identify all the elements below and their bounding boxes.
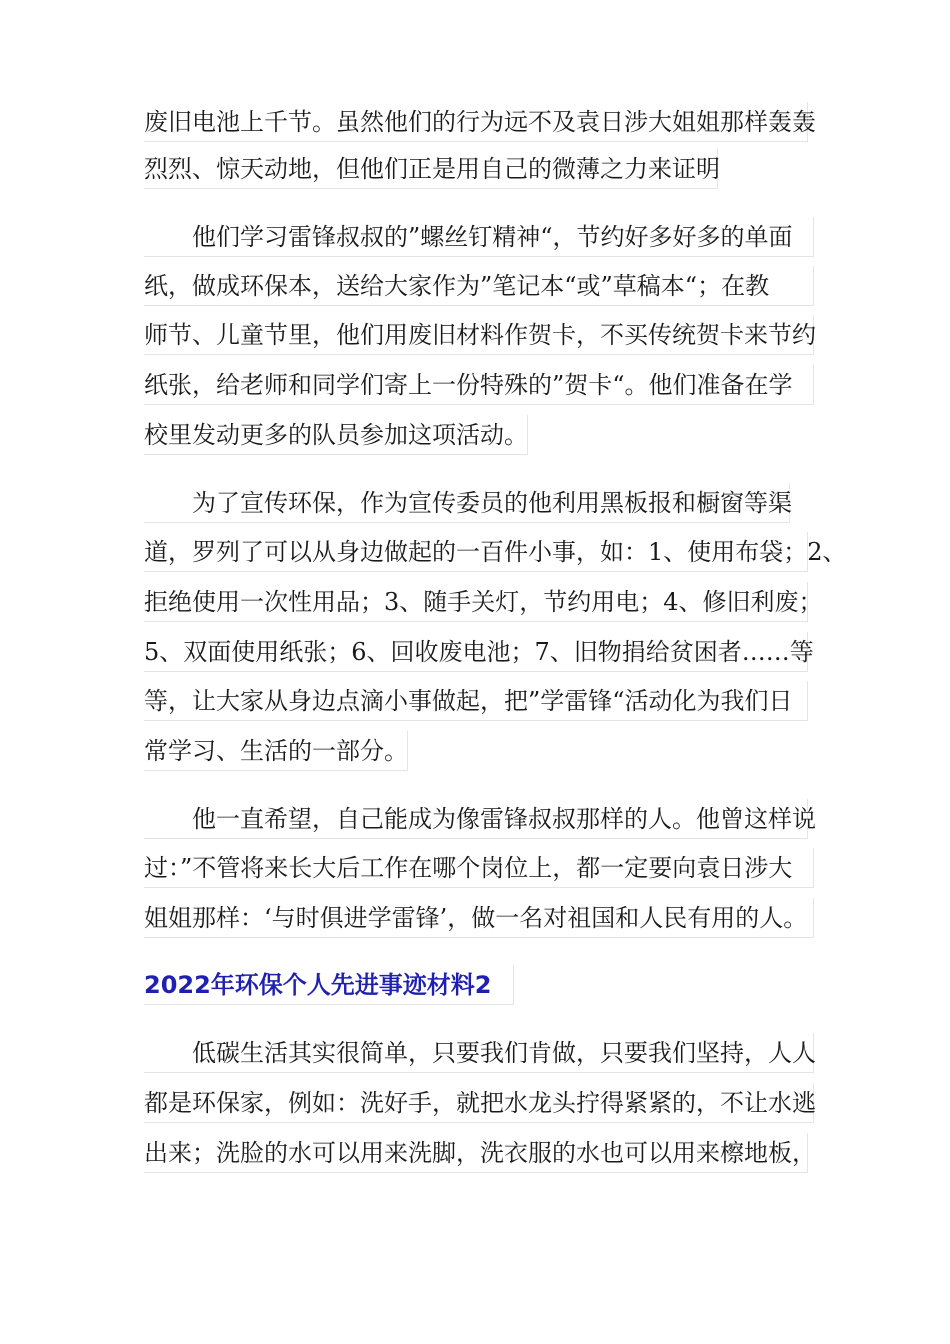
text-line: 烈烈、惊天动地，但他们正是用自己的微薄之力来证明 — [144, 149, 718, 189]
text-line: 道，罗列了可以从身边做起的一百件小事，如：1、使用布袋；2、 — [144, 532, 808, 572]
text-line: 拒绝使用一次性用品；3、随手关灯，节约用电；4、修旧利废； — [144, 582, 808, 622]
text-line: 出来；洗脸的水可以用来洗脚，洗衣服的水也可以用来檫地板， — [144, 1133, 808, 1173]
text-line: 5、双面使用纸张；6、回收废电池；7、旧物捐给贫困者……等 — [144, 632, 808, 672]
text-line: 低碳生活其实很简单，只要我们肯做，只要我们坚持，人人 — [144, 1033, 814, 1073]
text-line: 常学习、生活的一部分。 — [144, 731, 408, 771]
text-line: 他们学习雷锋叔叔的”螺丝钉精神“，节约好多好多的单面 — [144, 217, 814, 257]
text-line: 师节、儿童节里，他们用废旧材料作贺卡，不买传统贺卡来节约 — [144, 315, 814, 355]
text-line: 等，让大家从身边点滴小事做起，把”学雷锋“活动化为我们日 — [144, 681, 808, 721]
text-line: 都是环保家，例如：洗好手，就把水龙头拧得紧紧的，不让水逃 — [144, 1083, 814, 1123]
text-line: 他一直希望，自己能成为像雷锋叔叔那样的人。他曾这样说 — [144, 799, 808, 839]
text-line: 纸，做成环保本，送给大家作为”笔记本“或”草稿本“；在教 — [144, 266, 814, 306]
text-line: 废旧电池上千节。虽然他们的行为远不及袁日涉大姐姐那样轰轰 — [144, 102, 808, 142]
text-line: 纸张，给老师和同学们寄上一份特殊的”贺卡“。他们准备在学 — [144, 365, 814, 405]
section-heading: 2022年环保个人先进事迹材料2 — [144, 965, 514, 1005]
text-line: 为了宣传环保，作为宣传委员的他利用黑板报和橱窗等渠 — [144, 483, 790, 523]
text-line: 校里发动更多的队员参加这项活动。 — [144, 415, 528, 455]
text-line: 过：”不管将来长大后工作在哪个岗位上，都一定要向袁日涉大 — [144, 848, 814, 888]
text-line: 姐姐那样：‘与时俱进学雷锋’，做一名对祖国和人民有用的人。 — [144, 898, 814, 938]
